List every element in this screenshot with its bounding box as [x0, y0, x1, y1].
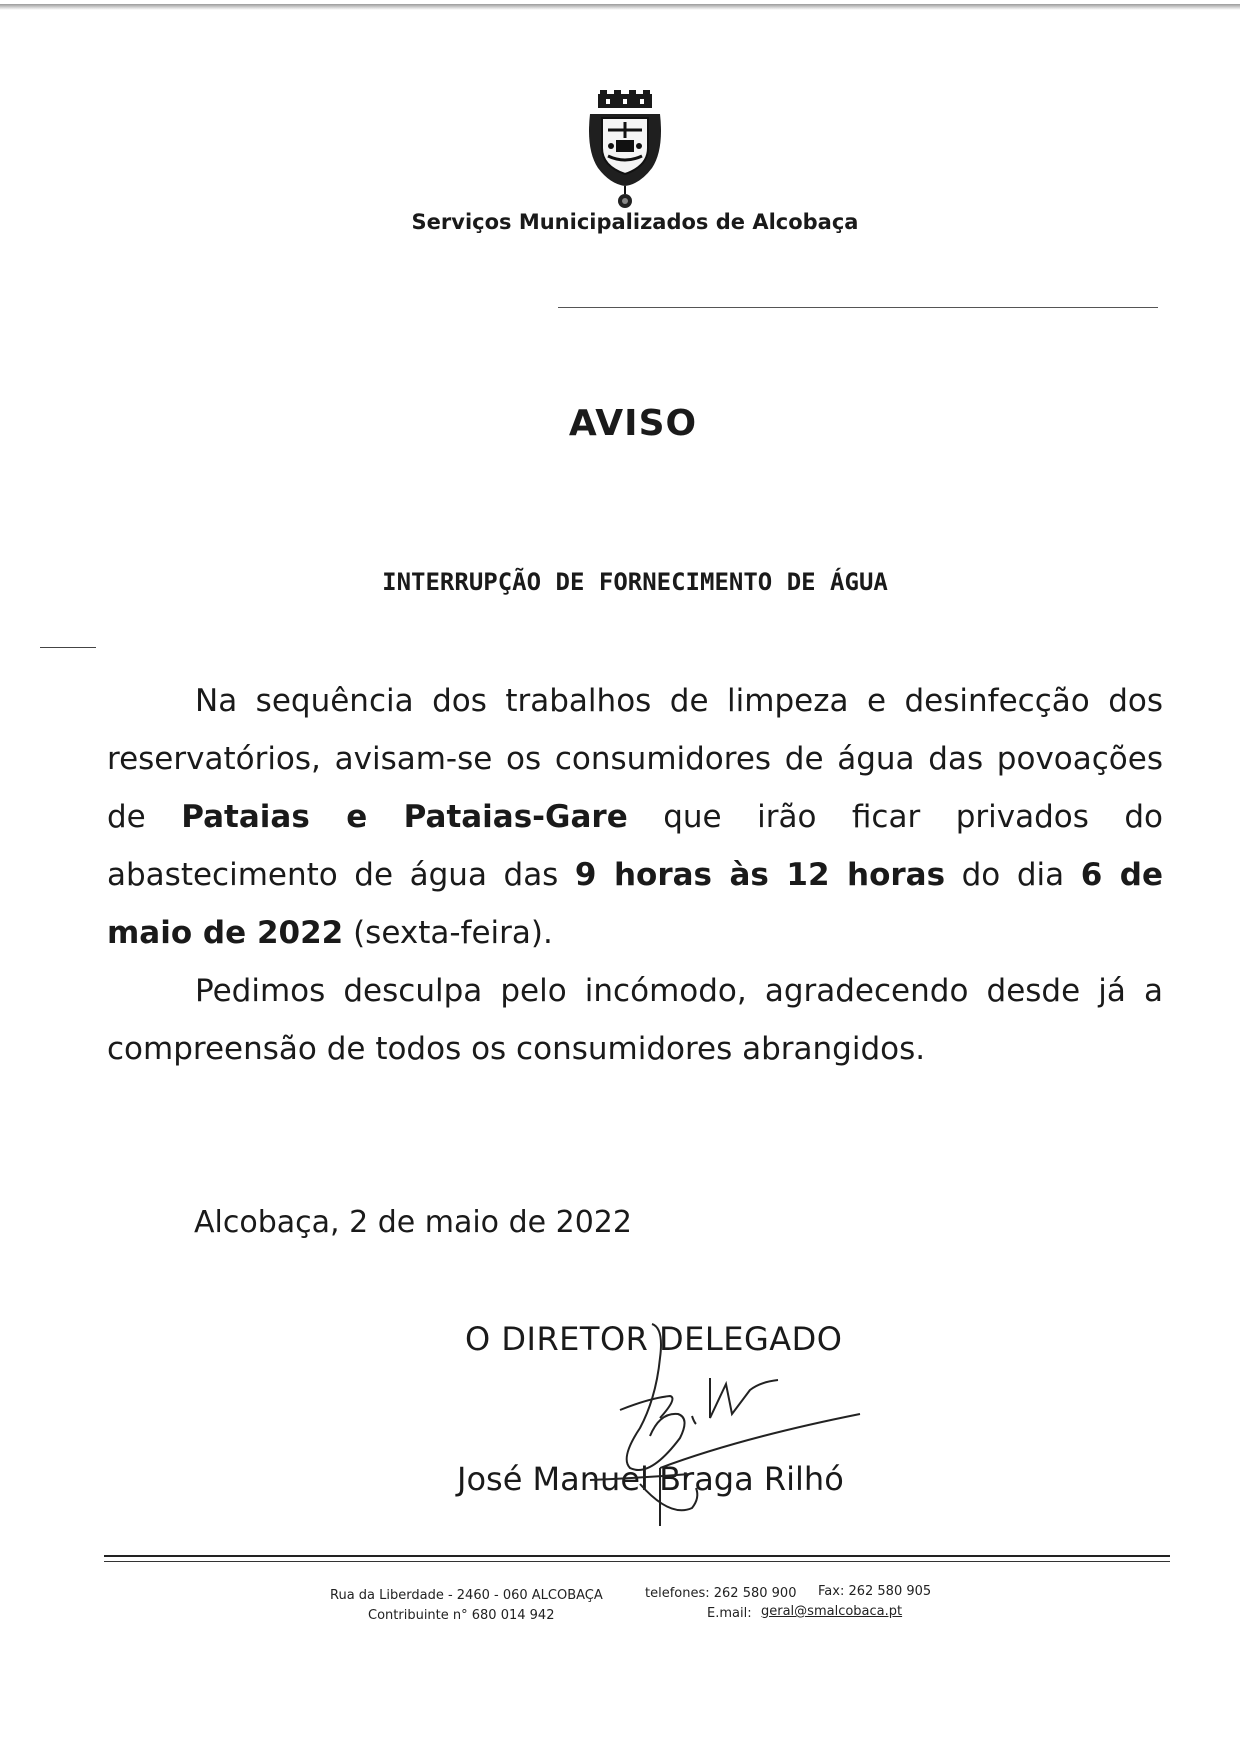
interruption-date: 6 de maio de 2022: [107, 857, 1163, 951]
footer-fax: Fax: 262 580 905: [818, 1584, 932, 1599]
notice-body: [107, 672, 1163, 1078]
place-date: Alcobaça, 2 de maio de 2022: [194, 1205, 632, 1240]
header-divider: [558, 307, 1158, 308]
footer-email-label: E.mail:: [707, 1606, 752, 1621]
notice-subject: INTERRUPÇÃO DE FORNECIMENTO DE ÁGUA: [382, 568, 888, 596]
p1-text-a: Na sequência dos trabalhos de limpeza e desinfecção dos reservatórios, avisam-se os consumidores de água das povoações de: [107, 683, 1163, 835]
footer-phones: telefones: 262 580 900: [645, 1586, 797, 1601]
notice-title: AVISO: [568, 403, 698, 444]
footer-divider-thin: [104, 1561, 1170, 1562]
p1-text-c: do dia: [945, 857, 1081, 893]
paragraph-1: [107, 672, 1163, 962]
paragraph-2: Pedimos desculpa pelo incómodo, agradecendo desde já a compreensão de todos os consumidores abrangidos.: [107, 973, 1163, 1067]
footer-taxpayer: Contribuinte n° 680 014 942: [368, 1608, 555, 1623]
footer-address: Rua da Liberdade - 2460 - 060 ALCOBAÇA: [330, 1588, 603, 1603]
footer-divider: [104, 1555, 1170, 1557]
handwritten-signature: [560, 1318, 880, 1528]
margin-mark: [40, 647, 96, 648]
interruption-hours: 9 horas às 12 horas: [574, 857, 946, 893]
p1-text-d: (sexta-feira).: [343, 915, 553, 951]
signatory-name: José Manuel Braga Rilhó: [457, 1460, 844, 1498]
organization-name: Serviços Municipalizados de Alcobaça: [411, 210, 859, 234]
signatory-title: O DIRETOR DELEGADO: [465, 1320, 843, 1358]
affected-places: Pataias e Pataias-Gare: [181, 799, 628, 835]
p1-text-b: que irão ficar privados do abastecimento de água das: [107, 799, 1163, 893]
scan-edge: [0, 4, 1240, 10]
coat-of-arms-logo: [584, 90, 666, 210]
footer-email-link[interactable]: geral@smalcobaca.pt: [761, 1604, 903, 1619]
